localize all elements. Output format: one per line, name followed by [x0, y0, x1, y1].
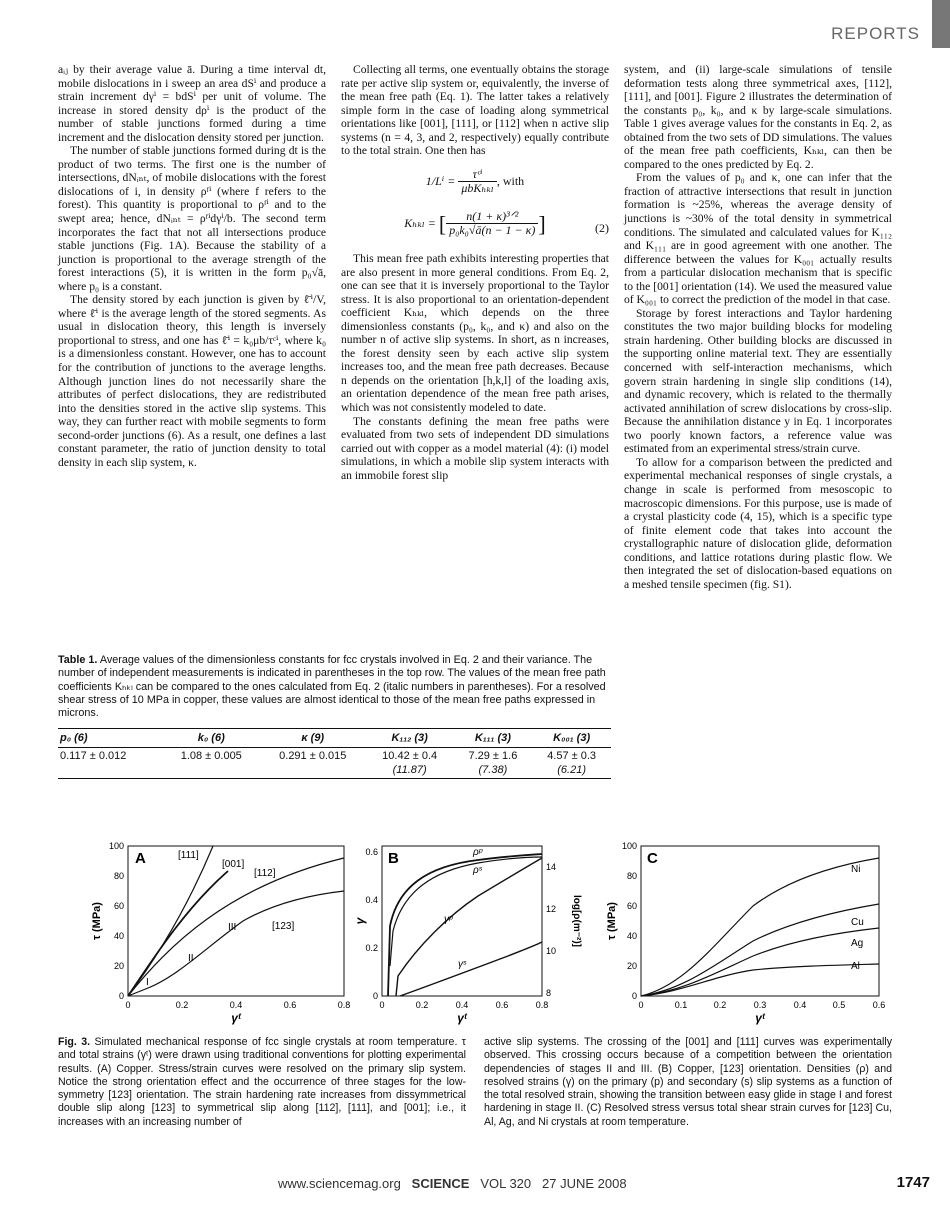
x-tick-label: 0.5: [832, 1000, 846, 1010]
y-axis-label: τ (MPa): [91, 902, 103, 940]
table-header: k₀ (6): [163, 729, 260, 748]
table-cell: 0.291 ± 0.015: [279, 750, 347, 763]
y-tick-label: 80: [626, 871, 637, 881]
figure-panel-a: [58, 836, 358, 1026]
table-cell: [260, 764, 366, 779]
y-tick-label: 0.4: [365, 895, 378, 905]
curve-label: γᵖ: [444, 914, 453, 925]
x-tick-label: 0.6: [495, 1000, 509, 1010]
eq2-fraction: [446, 210, 538, 238]
curve-label: [112]: [254, 868, 276, 879]
paragraph: Storage by forest interactions and Taylor hardening constitutes the two major building blocks for modeling strain hardening. Other building blocks are discussed in the supporting online material text. They are essentially concerned with self-interaction mechanisms, which govern strain hardening in single slip conditions (14), and dynamic recovery, which is related to the thermally activated annihilation of screw dislocations by cross-slip. Because the annihilation distance y in Eq. 1 incorporates two poorly known factors, a reference value was estimated from an experimental stress/strain curve.: [624, 306, 892, 456]
footer-site: www.sciencemag.org: [278, 1176, 401, 1191]
figure-label: Fig. 3.: [58, 1036, 91, 1048]
eq1-fraction: [458, 168, 497, 196]
figure-3: [58, 836, 892, 1026]
table-header: κ (9): [260, 729, 366, 748]
y-tick-label: 0: [631, 991, 637, 1001]
table-cell: [163, 764, 260, 779]
curve-label: III: [228, 922, 237, 933]
y-axis-label: τ (MPa): [606, 902, 618, 940]
curve-123: [128, 891, 344, 996]
eq2-denominator: p₀k₀√ā(n − 1 − κ): [449, 223, 536, 238]
table-caption: [58, 654, 611, 720]
y2-tick-labels: [546, 862, 556, 998]
curve-111: [128, 846, 213, 996]
table-cell: 4.57 ± 0.3: [547, 750, 597, 763]
equation-1: [341, 168, 609, 196]
y-tick-label: 20: [626, 961, 637, 971]
panel-letter: B: [388, 850, 399, 867]
paragraph: The constants defining the mean free paths were evaluated from two sets of independent DD simulations carried out with copper as a model material (4): (i) model simulations, in which a mobile slip system interacts with an immobile forest slip: [341, 414, 609, 482]
curve-label: ρᵖ: [473, 847, 483, 858]
header-bar: [932, 0, 950, 48]
equation-2: Kₕₖₗ = [ $\frac{\text{n(1 + κ)³ᐟ²}}{\text{p₀k₀√ā(n − 1 − κ)}}$ ] (2): [404, 208, 609, 238]
eq1-left: 1/Lⁱ =: [425, 173, 456, 188]
y-tick-label: 0: [372, 991, 378, 1001]
y-tick-labels: [622, 841, 637, 1001]
table-cell: (6.21): [532, 764, 611, 779]
curve-label: Ni: [851, 864, 861, 875]
eq1-numerator: τᶜⁱ: [458, 168, 497, 183]
eq1-denominator: μbKₕₖₗ: [461, 181, 494, 196]
x-tick-label: 0.4: [793, 1000, 807, 1010]
x-tick-label: 0.6: [872, 1000, 886, 1010]
curve-label: ρˢ: [473, 865, 482, 876]
y-tick-label: 60: [113, 901, 124, 911]
table-header: p₀ (6): [58, 729, 163, 748]
y-tick-label: 100: [621, 841, 637, 851]
y2-tick-label: 10: [546, 946, 557, 956]
paragraph: system, and (ii) large-scale simulations of tensile deformation tests along three symmetrical axes, [112], [111], and [001]. Figure 2 illustrates the determination of the constants p₀, k₀, and κ by large-scale simulations. Table 1 gives average values for the constants in Eq. 2, as obtained from the two sets of DD simulations. The values of the mean free path coefficients, Kₕₖₗ, can then be compared to the ones predicted by Eq. 2.: [624, 63, 892, 171]
figure-panel-c: [603, 836, 892, 1026]
table-1: [58, 654, 611, 779]
x-tick-labels: [379, 1000, 548, 1010]
x-tick-label: 0.2: [713, 1000, 727, 1010]
y2-tick-label: 14: [546, 862, 557, 872]
table-cell: (11.87): [366, 764, 454, 779]
curve-label: Cu: [851, 917, 864, 928]
table-header: K₁₁₁ (3): [454, 729, 533, 748]
footer-volume: VOL 320: [480, 1176, 532, 1191]
y-tick-label: 20: [113, 961, 124, 971]
text-column-3: [624, 63, 892, 591]
y-tick-label: 0: [118, 991, 124, 1001]
eq2-numerator: n(1 + κ)³ᐟ²: [446, 210, 538, 225]
paragraph: From the values of p₀ and κ, one can infer that the fraction of attractive intersections that result in junction formation is ~25%, whereas the average density of junctions is ~30% of the total density in symmetrical conditions. The simulated and calculated values for K₁₁₂ and K₁₁₁ are in good agreement with one another. The difference between the values for K₀₀₁ actually results from a particular dislocation mechanism that is specific to the [001] orientation (14). We used the measured value of K₀₀₁ to correct the prediction of the model in that case.: [624, 171, 892, 307]
figure-caption-text: Simulated mechanical response of fcc single crystals at room temperature. τ and total strains (γᵗ) were drawn using traditional conventions for plotting experimental results. (A) Copper. Stress/strain curves were resolved on the primary slip system. Notice the strong orientation effect and the occurrence of three stages for the low-symmetry [123] orientation. The strain hardening rate increases from dissymmetrical double slip along [123] to symmetrical slip along [112], [111], and [001]; i.e., it increases with an increasing number of: [58, 1036, 466, 1128]
x-tick-label: 0.3: [753, 1000, 767, 1010]
x-axis-label: γᵗ: [457, 1011, 467, 1025]
x-tick-labels: [638, 1000, 885, 1010]
x-tick-label: 0.1: [674, 1000, 688, 1010]
text-column-2: [341, 63, 609, 482]
x-tick-label: 0.8: [337, 1000, 351, 1010]
panel-letter: C: [647, 850, 658, 867]
x-axis-label: γᵗ: [755, 1011, 765, 1025]
curve-label: [001]: [222, 859, 245, 870]
x-tick-label: 0.2: [175, 1000, 189, 1010]
figure-caption-right: [484, 1036, 892, 1129]
curve-gamma-p: [396, 858, 542, 996]
paragraph: To allow for a comparison between the predicted and experimental mechanical responses of single crystals, a change in scale is performed from mesoscopic to macroscopic dimensions. For this purpose, use is made of a crystal plasticity code (4, 15), which is a specific type of finite element code that takes into account the crystallographic nature of dislocation glide, deformation conditions, and lattice rotations during plastic flow. We then integrated the set of dislocation-based equations on a meshed tensile specimen (fig. S1).: [624, 455, 892, 591]
x-tick-label: 0.2: [415, 1000, 429, 1010]
table-cell: (7.38): [454, 764, 533, 779]
paragraph: Collecting all terms, one eventually obtains the storage rate per active slip system or, equivalently, the inverse of the mean free path (Eq. 1). The latter takes a relatively simple form in the case of loading along symmetrical orientations like [001], [111], or [112] when n active slip systems (n = 4, 3, and 2, respectively) equally contribute to the total strain. One then has: [341, 63, 609, 158]
plot-frame: [641, 846, 879, 996]
curve-label: [123]: [272, 921, 295, 932]
section-header: REPORTS: [831, 24, 920, 43]
table-header: K₀₀₁ (3): [532, 729, 611, 748]
y-tick-label: 40: [626, 931, 637, 941]
curve-label: I: [146, 977, 149, 988]
x-tick-label: 0: [379, 1000, 385, 1010]
text-column-1: [58, 63, 326, 469]
table-header: K₁₁₂ (3): [366, 729, 454, 748]
footer-journal: SCIENCE: [411, 1176, 470, 1191]
curve-label: II: [188, 953, 194, 964]
curve-label: Ag: [851, 938, 864, 949]
table-row: [58, 748, 611, 765]
y-tick-label: 100: [108, 841, 124, 851]
curve-gamma-s: [400, 942, 542, 996]
footer-date: 27 JUNE 2008: [542, 1176, 627, 1191]
table-cell: 7.29 ± 1.6: [468, 750, 518, 763]
table-cell: 0.117 ± 0.012: [60, 750, 127, 763]
curve-label: Al: [851, 961, 860, 972]
table-row: [58, 764, 611, 779]
y-tick-labels: [365, 847, 378, 1001]
figure-caption-text: active slip systems. The crossing of the [001] and [111] curves was experimentally observed. This crossing occurs because of a competition between the orientation dependencies of stages II and III. (B) Copper, [123] orientation. Densities (ρ) and resolved strains (γ) on the primary (p) and secondary (s) slip systems as a function of the total resolved strain, showing the transition between easy glide in stage I and forest hardening in stage II. (C) Resolved stress versus total shear strain curves for [123] Cu, Al, Ag, and Ni crystals at room temperature.: [484, 1036, 892, 1128]
y-tick-labels: [109, 841, 124, 1001]
y-tick-label: 80: [113, 871, 124, 881]
eq2-left: Kₕₖₗ =: [404, 215, 436, 230]
y2-tick-label: 12: [546, 904, 557, 914]
y-tick-label: 40: [113, 931, 124, 941]
y2-axis-label: log[ρ(m⁻²)]: [571, 894, 582, 948]
constants-table: [58, 728, 611, 779]
x-tick-label: 0.4: [229, 1000, 243, 1010]
eq2-number: (2): [595, 220, 609, 235]
curve-label: γˢ: [458, 959, 467, 970]
table-label: Table 1.: [58, 654, 98, 666]
y-axis-label: γ: [353, 917, 367, 925]
x-tick-label: 0.6: [283, 1000, 297, 1010]
x-tick-label: 0: [125, 1000, 131, 1010]
y-tick-label: 0.6: [365, 847, 378, 857]
y-tick-label: 0.2: [365, 943, 378, 953]
y2-tick-label: 8: [546, 988, 552, 998]
x-tick-label: 0.4: [455, 1000, 469, 1010]
y-tick-label: 60: [626, 901, 637, 911]
table-cell: [58, 764, 163, 779]
footer-center: [278, 1176, 627, 1191]
x-tick-label: 0.8: [535, 1000, 549, 1010]
x-axis-label: γᵗ: [231, 1011, 241, 1025]
eq1-with: , with: [496, 173, 525, 188]
x-tick-label: 0: [638, 1000, 644, 1010]
curve-ni: [641, 858, 879, 996]
paragraph: The number of stable junctions formed during dt is the product of two terms. The first one is the number of intersections, dNᵢₙₜ, of mobile dislocations with the forest dislocations of i, in density ρᶠⁱ (where f refers to the forest). This quantity is proportional to ρᶠⁱ and to the swept area; hence, dNᵢₙₜ = ρᶠⁱdγⁱ/b. The second term incorporates the fact that not all intersections produce stable junctions (Fig. 1A). Because the stability of a junction is proportional to the average strength of the forest interactions (5), it is written in the form p₀√ā, where p₀ is a constant.: [58, 144, 326, 293]
table-caption-text: Average values of the dimensionless constants for fcc crystals involved in Eq. 2 and their variance. The number of independent measurements is indicated in parentheses in the top row. The values of the mean free path coefficients Kₕₖₗ can be compared to the ones calculated from Eq. 2 (italic numbers in parentheses). For a resolved shear stress of 10 MPa in copper, these values are almost identical to those of the mean free paths expressed in microns.: [58, 654, 606, 720]
curve-cu: [641, 904, 879, 996]
curve-label: [111]: [178, 850, 199, 861]
table-cell: 10.42 ± 0.4: [382, 750, 438, 763]
paragraph: This mean free path exhibits interesting properties that are also present in more general conditions. From Eq. 2, one can see that it is inversely proportional to the Taylor stress. It is also proportional to an orientation-dependent coefficient Kₕₖₗ, which depends on the three dimensionless constants (p₀, k₀, and κ) and also on the number n of active slip systems. In short, as n increases, the forest density seen by each active slip system increases too, and the mean free path decreases. Because n depends on the orientation [h,k,l] of the loading axis, an orientation dependence of the mean free path arises, which was not consistently modeled to date.: [341, 252, 609, 415]
table-cell: 1.08 ± 0.005: [180, 750, 242, 763]
panel-letter: A: [135, 850, 146, 867]
figure-caption-left: [58, 1036, 466, 1129]
x-tick-labels: [125, 1000, 350, 1010]
figure-panel-b: [348, 836, 598, 1026]
paragraph: aᵢⱼ by their average value ā. During a time interval dt, mobile dislocations in i sweep an area dSⁱ and produce a strain increment dγⁱ = bdSⁱ per unit of volume. The increase in stored density dρⁱ is the product of the number of stable junctions formed during a time increment and the dislocation density stored per junction.: [58, 63, 326, 144]
page-number: 1747: [896, 1174, 930, 1191]
paragraph: The density stored by each junction is given by ℓ̄ⁱ/V, where ℓ̄ⁱ is the average length of the stored segments. As usual in dislocation theory, this length is inversely proportional to stress, and one has ℓ̄ⁱ = k₀μb/τᶜⁱ, where k₀ is a dimensionless constant. However, one has to account for the contribution of junctions to the average lengths. Although junction lines do not necessarily share the attributes of perfect dislocations, they are redistributed into the densities stored in the active slip systems. This way, they can further react with mobile segments to form second-order junctions (6). As a result, one defines a last constant parameter, the ratio of junction density to total density in each slip system, κ.: [58, 293, 326, 469]
curve-rho-s: [390, 857, 542, 966]
curve-rho-p: [388, 854, 542, 996]
